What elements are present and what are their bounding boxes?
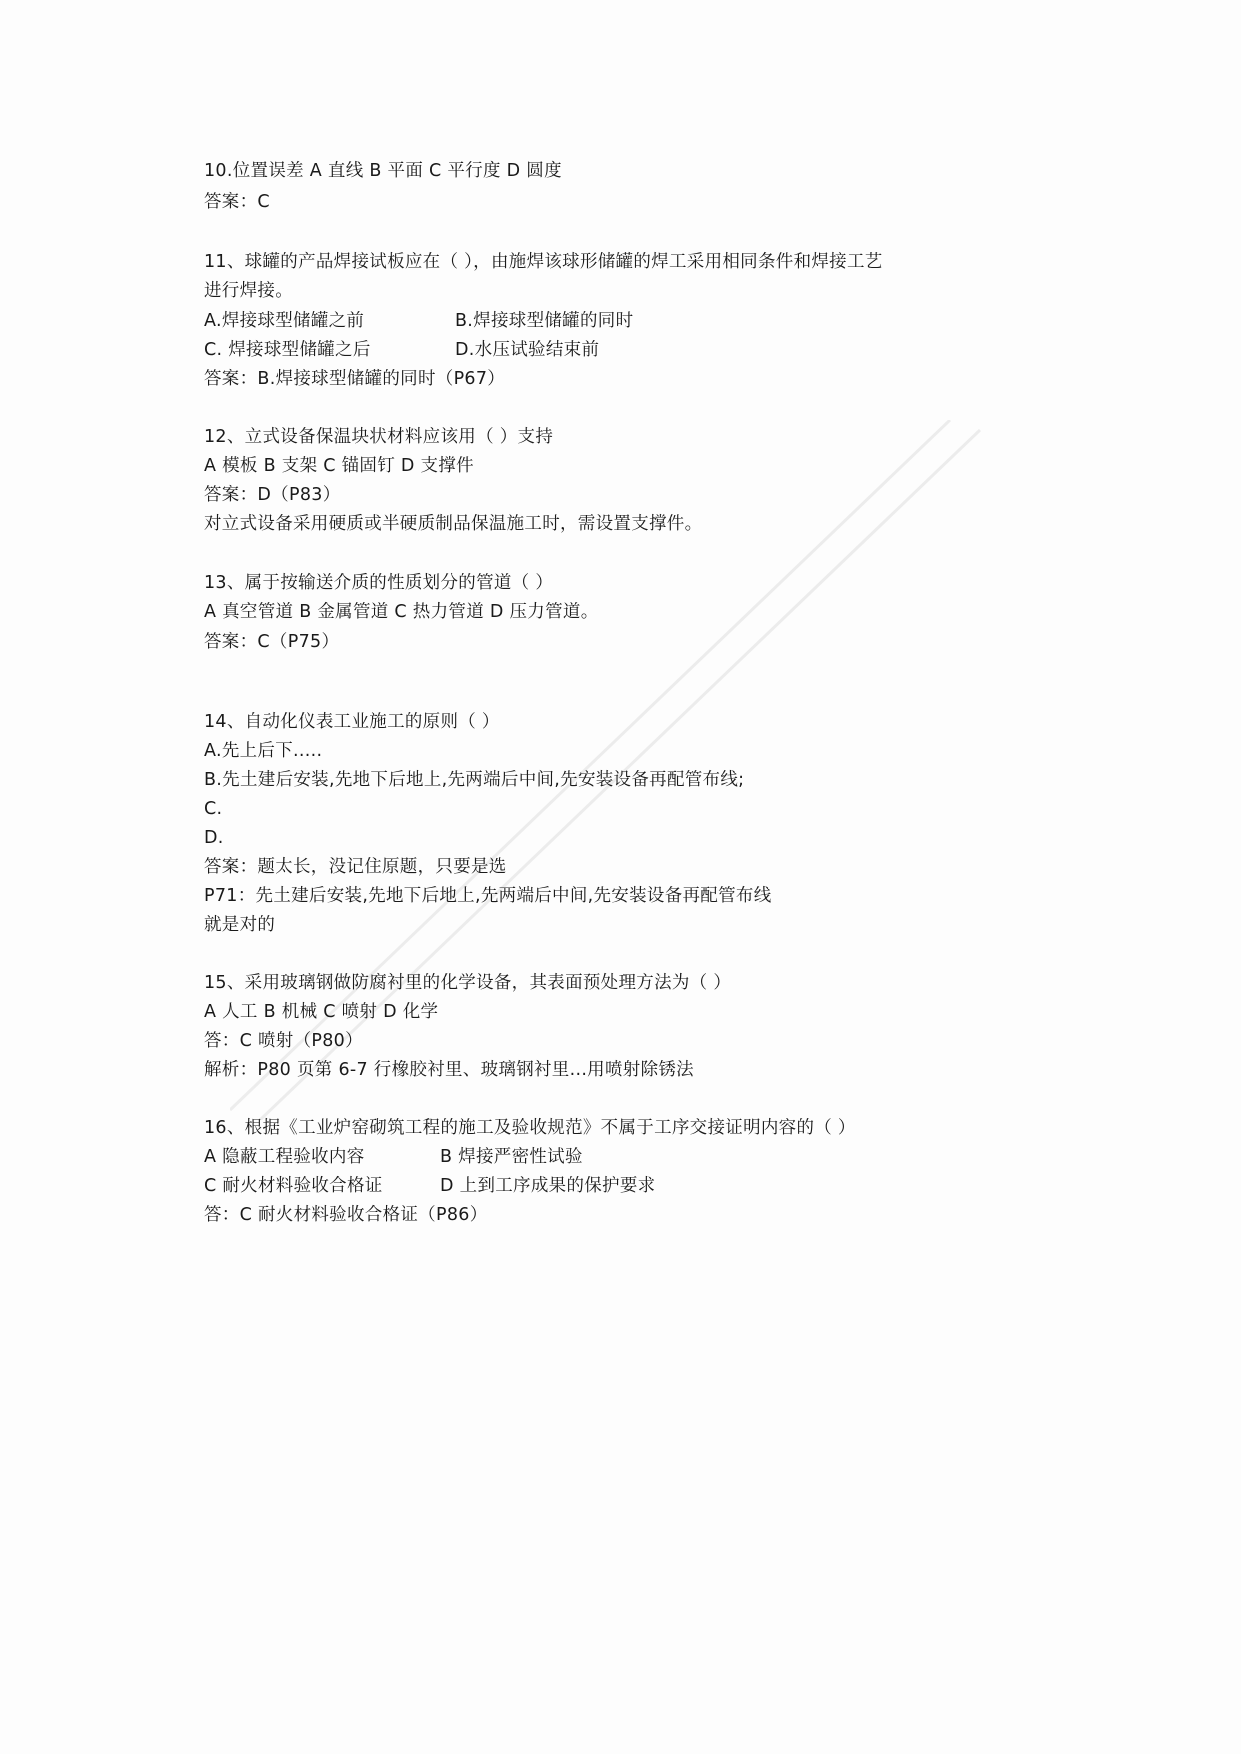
q16-question: 16、根据《工业炉窑砌筑工程的施工及验收规范》不属于工序交接证明内容的（ ） (204, 1118, 856, 1138)
q14-option-d: D. (204, 828, 224, 848)
q12-note: 对立式设备采用硬质或半硬质制品保温施工时，需设置支撑件。 (204, 514, 703, 534)
q12-question: 12、立式设备保温块状材料应该用（ ）支持 (204, 427, 554, 447)
q15-question: 15、采用玻璃钢做防腐衬里的化学设备，其表面预处理方法为（ ） (204, 973, 732, 993)
q12-options: A 模板 B 支架 C 锚固钉 D 支撑件 (204, 456, 474, 476)
q16-option-b: B 焊接严密性试验 (440, 1147, 583, 1167)
q13-answer: 答案：C（P75） (204, 632, 340, 652)
q14-note-line1: P71：先土建后安装,先地下后地上,先两端后中间,先安装设备再配管布线 (204, 886, 772, 906)
q13-options: A 真空管道 B 金属管道 C 热力管道 D 压力管道。 (204, 602, 599, 622)
q16-option-d: D 上到工序成果的保护要求 (440, 1176, 656, 1196)
q11-option-c: C. 焊接球型储罐之后 (204, 340, 371, 360)
q14-answer: 答案：题太长，没记住原题，只要是选 (204, 857, 507, 877)
q16-option-c: C 耐火材料验收合格证 (204, 1176, 383, 1196)
q16-answer: 答：C 耐火材料验收合格证（P86） (204, 1205, 488, 1225)
q11-question-line2: 进行焊接。 (204, 281, 293, 301)
q15-answer: 答：C 喷射（P80） (204, 1031, 363, 1051)
q14-question: 14、自动化仪表工业施工的原则（ ） (204, 712, 500, 732)
q13-question: 13、属于按输送介质的性质划分的管道（ ） (204, 573, 554, 593)
q15-options: A 人工 B 机械 C 喷射 D 化学 (204, 1002, 439, 1022)
q11-option-b: B.焊接球型储罐的同时 (455, 311, 634, 331)
q11-question-line1: 11、球罐的产品焊接试板应在（ ），由施焊该球形储罐的焊工采用相同条件和焊接工艺 (204, 252, 883, 272)
q14-option-c: C. (204, 799, 223, 819)
q11-option-a: A.焊接球型储罐之前 (204, 311, 365, 331)
q11-answer: 答案：B.焊接球型储罐的同时（P67） (204, 369, 506, 389)
q16-option-a: A 隐蔽工程验收内容 (204, 1147, 365, 1167)
q15-analysis: 解析：P80 页第 6-7 行橡胶衬里、玻璃钢衬里...用喷射除锈法 (204, 1060, 694, 1080)
q12-answer: 答案：D（P83） (204, 485, 341, 505)
q14-option-a: A.先上后下..... (204, 741, 323, 761)
q14-option-b: B.先土建后安装,先地下后地上,先两端后中间,先安装设备再配管布线; (204, 770, 745, 790)
q11-option-d: D.水压试验结束前 (455, 340, 600, 360)
q14-note-line2: 就是对的 (204, 915, 276, 935)
q10-question: 10.位置误差 A 直线 B 平面 C 平行度 D 圆度 (204, 161, 562, 181)
q10-answer: 答案：C (204, 192, 270, 212)
